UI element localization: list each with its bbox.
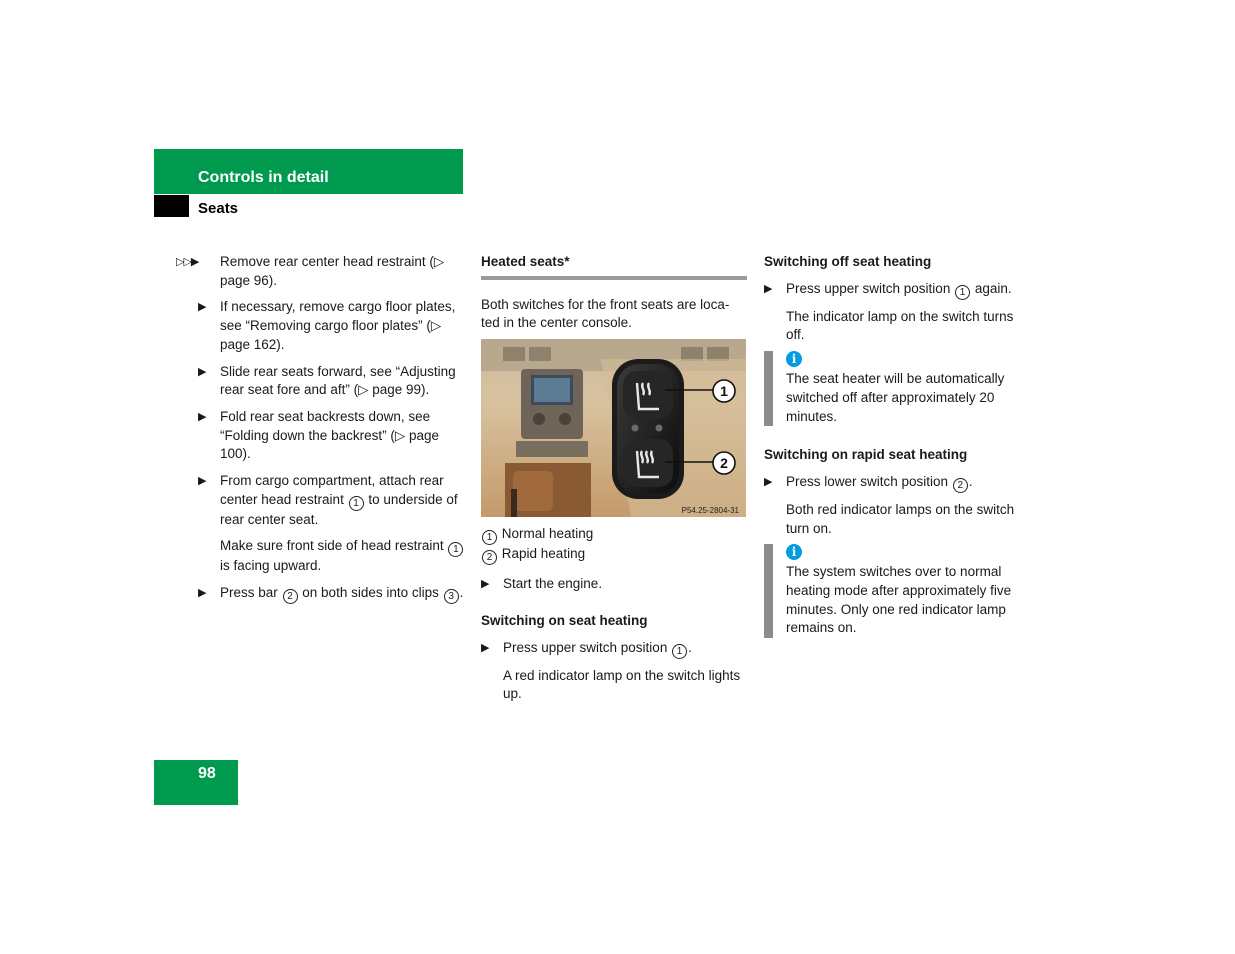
info-bar (764, 544, 773, 638)
step-item (764, 473, 1030, 493)
legend-label: Rapid heating (501, 546, 586, 562)
section-heading: Switching off seat heating (764, 254, 932, 269)
callout-1-label: 1 (720, 383, 728, 400)
step-item (176, 253, 466, 290)
legend-item (481, 545, 747, 565)
note-text: is facing upward. (220, 558, 322, 574)
callout-number: 1 (349, 496, 364, 511)
step-item (176, 298, 466, 354)
info-bar (764, 351, 773, 426)
triangle-right-icon: ▶ (198, 475, 207, 488)
step-text: again. (971, 280, 1012, 296)
step-item (176, 408, 466, 464)
center-console-illustration (481, 339, 746, 517)
step-text: Slide rear seats forward, see “Adjusting rear seat fore and aft” (▷ page 99). (220, 363, 456, 398)
figure-legend (481, 525, 747, 565)
callout-number: 1 (955, 285, 970, 300)
step-item (176, 363, 466, 400)
step-item (481, 639, 747, 659)
section-heading: Switching on rapid seat heating (764, 447, 968, 463)
note-text: Make sure front side of head restraint (220, 538, 448, 554)
callout-number: 1 (672, 644, 687, 659)
image-code: P54.25-2804-31 (681, 506, 739, 516)
step-text: If necessary, remove cargo floor plates, see “Removing cargo floor plates” (▷ page 162). (220, 299, 456, 352)
callout-number: 3 (444, 589, 459, 604)
triangle-right-icon: ▶ (481, 641, 490, 654)
step-text: Fold rear seat backrests down, see “Folding down the backrest” (▷ page 100). (220, 408, 439, 462)
legend-label: Normal heating (501, 526, 594, 542)
info-box (764, 544, 1030, 638)
triangle-right-icon: ▶ (198, 410, 207, 423)
triangle-right-icon: ▶ (481, 578, 490, 591)
section-heading: Heated seats* (481, 254, 570, 269)
triangle-right-icon: ▶ (198, 301, 207, 314)
step-item (176, 472, 466, 529)
step-item (176, 584, 466, 604)
step-text: on both sides into clips (298, 585, 443, 601)
step-text: Press lower switch position (786, 473, 952, 489)
step-text: . (459, 585, 464, 601)
page-number: 98 (198, 765, 216, 782)
callout-number: 2 (482, 550, 497, 565)
step-note: Both red indicator lamps on the switch turn on. (786, 501, 1015, 536)
callout-2-label: 2 (720, 455, 728, 472)
callout-number: 1 (482, 530, 497, 545)
intro-paragraph: Both switches for the front seats are loca-ted in the center console. (481, 296, 730, 331)
step-text: Press upper switch position (503, 639, 672, 655)
info-text: The seat heater will be automatically switched off after approximately 20 minutes. (786, 371, 1005, 424)
legend-item (481, 525, 747, 545)
step-item (481, 575, 747, 594)
heading-rule (481, 276, 747, 280)
triangle-right-icon: ▶ (764, 282, 773, 295)
step-text: . (688, 639, 692, 655)
triangle-right-icon: ▶ (764, 475, 773, 488)
step-note (176, 537, 466, 576)
step-text: to underside of rear center seat. (220, 491, 458, 527)
right-column (764, 253, 1030, 658)
step-text: Start the engine. (503, 576, 603, 592)
step-text: . (968, 473, 973, 489)
step-note: The indicator lamp on the switch turns off. (786, 308, 1014, 343)
triangle-right-icon: ▶ (198, 365, 207, 378)
continued-marker: ▷▷▶ (176, 256, 199, 268)
step-text: Remove rear center head restraint (▷ page 96). (220, 254, 445, 288)
callout-number: 2 (953, 478, 968, 493)
subsection-title: Seats (198, 200, 239, 217)
step-item (764, 280, 1030, 300)
section-heading: Switching on seat heating (481, 612, 648, 628)
step-text: Press bar (220, 585, 282, 601)
section-title: Controls in detail (198, 169, 329, 186)
triangle-right-icon: ▶ (198, 587, 207, 600)
step-text: Press upper switch position (786, 280, 955, 296)
step-note: A red indicator lamp on the switch lights up. (503, 667, 741, 702)
subsection-marker (154, 195, 189, 217)
info-text: The system switches over to normal heating mode after approximately five minutes. Only one red indicator lamp remains on. (786, 564, 1012, 636)
step-text: From cargo compartment, attach rear center head restraint (220, 473, 444, 507)
center-console-photo (481, 339, 746, 517)
info-icon: i (786, 351, 802, 367)
section-header-bar (154, 149, 463, 194)
callout-number: 1 (448, 542, 463, 557)
info-icon: i (786, 544, 802, 560)
callout-number: 2 (283, 589, 298, 604)
info-box (764, 351, 1030, 426)
page-number-tab (154, 760, 238, 805)
left-column (176, 253, 466, 612)
middle-column (481, 253, 747, 720)
